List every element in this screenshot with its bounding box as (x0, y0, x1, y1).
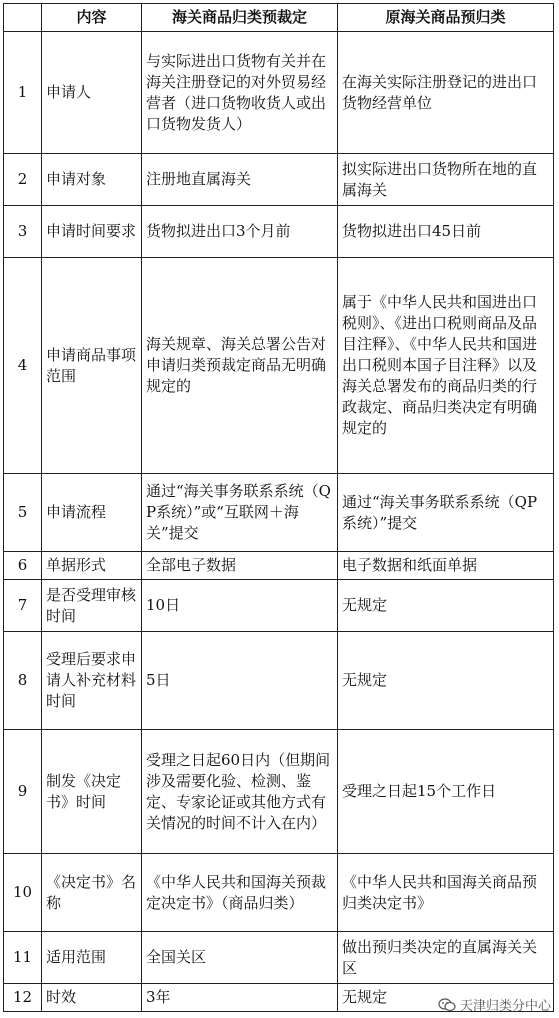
row-new-rule: 5日 (142, 632, 338, 730)
table-row (4, 154, 554, 206)
row-item: 申请商品事项范围 (42, 258, 142, 474)
row-item: 申请对象 (42, 154, 142, 206)
wechat-icon (438, 998, 456, 1012)
table-row (4, 474, 554, 552)
row-number: 1 (4, 32, 42, 154)
row-item: 申请流程 (42, 474, 142, 552)
row-new-rule: 10日 (142, 580, 338, 632)
row-item: 单据形式 (42, 552, 142, 580)
row-number: 10 (4, 854, 42, 932)
row-new-rule: 与实际进出口货物有关并在海关注册登记的对外贸易经营者（进口货物收货人或出口货物发货人） (142, 32, 338, 154)
row-number: 6 (4, 552, 42, 580)
header-content: 内容 (42, 4, 142, 32)
row-old-rule: 属于《中华人民共和国进出口税则》、《进出口税则商品及品目注释》、《中华人民共和国进出口税则本国子目注释》以及海关总署发布的商品归类的行政裁定、商品归类决定有明确规定的 (338, 258, 554, 474)
row-item: 制发《决定书》时间 (42, 730, 142, 854)
table-row (4, 552, 554, 580)
row-item: 受理后要求申请人补充材料时间 (42, 632, 142, 730)
row-old-rule: 货物拟进出口45日前 (338, 206, 554, 258)
watermark-text: 天津归类分中心 (459, 999, 551, 1014)
row-new-rule: 3年 (142, 984, 338, 1012)
table-row (4, 258, 554, 474)
row-item: 时效 (42, 984, 142, 1012)
row-old-rule: 通过“海关事务联系系统（QP系统）”提交 (338, 474, 554, 552)
row-number: 3 (4, 206, 42, 258)
row-number: 4 (4, 258, 42, 474)
row-number: 9 (4, 730, 42, 854)
row-new-rule: 全部电子数据 (142, 552, 338, 580)
row-new-rule: 海关规章、海关总署公告对申请归类预裁定商品无明确规定的 (142, 258, 338, 474)
table-row (4, 632, 554, 730)
row-item: 适用范围 (42, 932, 142, 984)
row-new-rule: 受理之日起60日内（但期间涉及需要化验、检测、鉴定、专家论证或其他方式有关情况的时间不计入在内） (142, 730, 338, 854)
row-old-rule: 受理之日起15个工作日 (338, 730, 554, 854)
row-item: 申请时间要求 (42, 206, 142, 258)
watermark (438, 995, 551, 1014)
row-number: 12 (4, 984, 42, 1012)
row-old-rule: 无规定 (338, 632, 554, 730)
header-prerulling: 海关商品归类预裁定 (142, 4, 338, 32)
row-new-rule: 货物拟进出口3个月前 (142, 206, 338, 258)
row-new-rule: 注册地直属海关 (142, 154, 338, 206)
row-new-rule: 通过“海关事务联系系统（QP系统）”或“互联网＋海关”提交 (142, 474, 338, 552)
row-number: 8 (4, 632, 42, 730)
row-old-rule: 在海关实际注册登记的进出口货物经营单位 (338, 32, 554, 154)
comparison-table (3, 3, 554, 1012)
row-item: 《决定书》名称 (42, 854, 142, 932)
table-row (4, 932, 554, 984)
header-preclassification: 原海关商品预归类 (338, 4, 554, 32)
table-header-row (4, 4, 554, 32)
row-number: 11 (4, 932, 42, 984)
row-old-rule: 无规定 (338, 984, 554, 1012)
row-number: 5 (4, 474, 42, 552)
row-old-rule: 电子数据和纸面单据 (338, 552, 554, 580)
table-row (4, 206, 554, 258)
row-old-rule: 做出预归类决定的直属海关关区 (338, 932, 554, 984)
table-row (4, 580, 554, 632)
row-new-rule: 全国关区 (142, 932, 338, 984)
table-row (4, 854, 554, 932)
row-old-rule: 《中华人民共和国海关商品预归类决定书》 (338, 854, 554, 932)
row-old-rule: 无规定 (338, 580, 554, 632)
header-index (4, 4, 42, 32)
table-row (4, 32, 554, 154)
row-number: 2 (4, 154, 42, 206)
row-item: 申请人 (42, 32, 142, 154)
table-row (4, 730, 554, 854)
row-new-rule: 《中华人民共和国海关预裁定决定书》（商品归类） (142, 854, 338, 932)
row-item: 是否受理审核时间 (42, 580, 142, 632)
row-number: 7 (4, 580, 42, 632)
row-old-rule: 拟实际进出口货物所在地的直属海关 (338, 154, 554, 206)
